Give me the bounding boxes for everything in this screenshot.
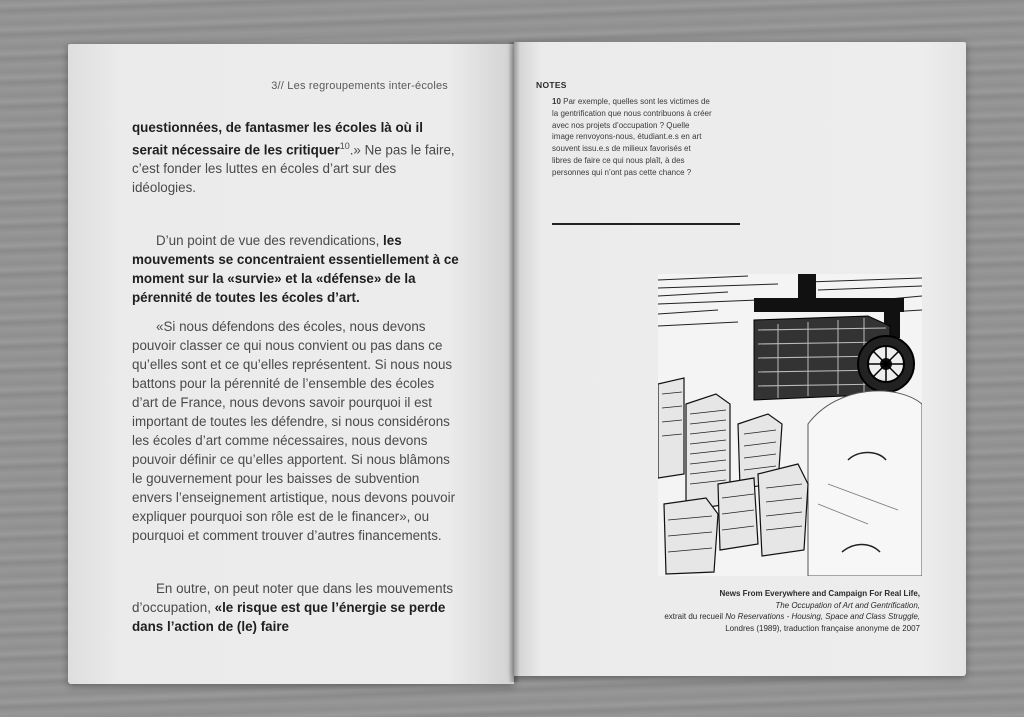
para1-bold-b: serait nécessaire de les critiquer <box>132 142 340 158</box>
left-page-body <box>132 118 462 636</box>
para2-normal: D’un point de vue des revendications, <box>156 233 384 249</box>
para3-text: «Si nous défendons des écoles, nous devons pouvoir classer ce qui nous convient ou pas dans ce qu’elles sont et ce qu’elles représentent. Si nous nous battons pour la pérennité de l’ensemble des écoles d’art de France, nous devons savoir pourquoi il est important de toutes les défendre, si nous considérons les écoles d’art comme nécessaires, nous devons pouvoir définir ce qu’elles apportent. Si nous blâmons le gouvernement pour les baisses de subvention envers l’enseignement artistique, nous devons pouvoir expliquer pourquoi son rôle est de le financer», ou pourquoi et comment trouver d’autres financements. <box>132 319 456 544</box>
paragraph-2 <box>132 231 462 307</box>
footnote-ref: 10 <box>339 141 350 151</box>
footnote-10 <box>552 96 712 179</box>
caption-collection-prefix: extrait du recueil <box>664 612 726 621</box>
notes-divider <box>552 223 740 225</box>
paragraph-4 <box>132 579 462 636</box>
caption-work-title: The Occupation of Art and Gentrification, <box>775 600 920 610</box>
running-head: 3// Les regroupements inter-écoles <box>271 80 448 92</box>
caption-title: News From Everywhere and Campaign For Real Life, <box>719 589 920 598</box>
city-illustration <box>658 274 922 576</box>
para4-bold: «le risque est que l’énergie se perde dans l’action de (le) faire <box>132 600 446 635</box>
left-page <box>68 44 514 684</box>
para4-normal: En outre, on peut noter que dans les mouvements d’occupation, <box>132 581 454 616</box>
footnote-text: Par exemple, quelles sont les victimes de la gentrification que nous contribuons à créer avec nos projets d’occupation ? Quelle image renvoyons-nous, étudiant.e.s en art souvent issu.e.s de milieux favorisés et libres de faire ce qui nous plaît, à des personnes qui n’ont pas cette chance ? <box>552 97 712 177</box>
illustration-caption <box>590 588 920 634</box>
paragraph-3 <box>132 317 462 545</box>
paragraph-1 <box>132 118 462 197</box>
caption-collection-title: No Reservations - Housing, Space and Class Struggle, <box>725 612 920 621</box>
book-gutter <box>508 42 520 682</box>
notes-title: NOTES <box>536 80 567 90</box>
para2-bold: les mouvements se concentraient essentiellement à ce moment sur la «survie» et la «défense» de la pérennité de toutes les écoles d’art. <box>132 233 459 306</box>
para1-bold-a: questionnées, de fantasmer les écoles là où il <box>132 120 423 135</box>
para1-normal: .» Ne pas le faire, c’est fonder les luttes en écoles d’art sur des idéologies. <box>132 142 455 196</box>
right-page <box>514 42 966 676</box>
footnote-number: 10 <box>552 97 561 106</box>
caption-collection <box>590 611 920 623</box>
caption-publication: Londres (1989), traduction française anonyme de 2007 <box>725 623 920 633</box>
